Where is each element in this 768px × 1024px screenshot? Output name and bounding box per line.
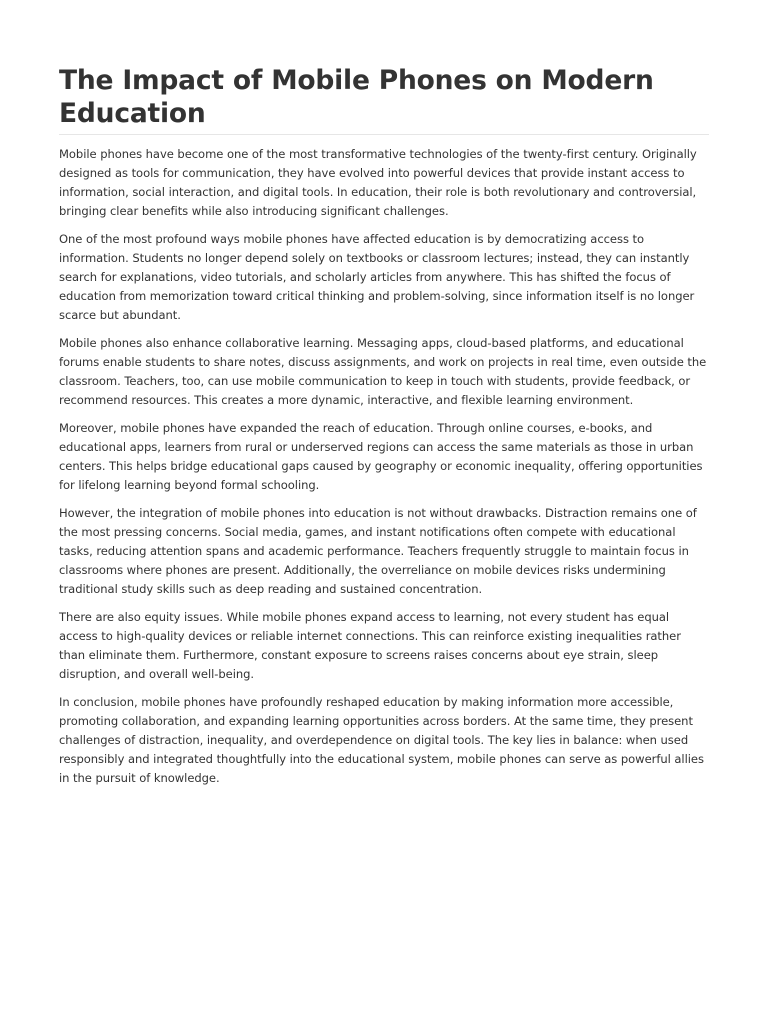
paragraph-access: One of the most profound ways mobile phones have affected education is by democratizing access to information. Students no longer depend solely on textbooks or classroom lectures; instead, they can instantly search for explanations, video tutorials, and scholarly articles from anywhere. This has shifted the focus of education from memorization toward critical thinking and problem-solving, since information itself is no longer scarce but abundant. [59, 232, 695, 322]
paragraph-collaboration: Mobile phones also enhance collaborative learning. Messaging apps, cloud-based platforms, and educational forums enable students to share notes, discuss assignments, and work on projects in real time, even outside the classroom. Teachers, too, can use mobile communication to keep in touch with students, provide feedback, or recommend resources. This creates a more dynamic, interactive, and flexible learning environment. [59, 336, 707, 407]
page-title: The Impact of Mobile Phones on Modern Education [59, 64, 709, 135]
paragraph-equity: There are also equity issues. While mobile phones expand access to learning, not every student has equal access to high-quality devices or reliable internet connections. This can reinforce existing inequalities rather than eliminate them. Furthermore, constant exposure to screens raises concerns about eye strain, sleep disruption, and overall well-being. [59, 610, 681, 681]
paragraph-drawbacks: However, the integration of mobile phones into education is not without drawbacks. Distraction remains one of the most pressing concerns. Social media, games, and instant notifications often compete with educational tasks, reducing attention spans and academic performance. Teachers frequently struggle to maintain focus in classrooms where phones are present. Additionally, the overreliance on mobile devices risks undermining traditional study skills such as deep reading and sustained concentration. [59, 506, 697, 596]
paragraph-reach: Moreover, mobile phones have expanded the reach of education. Through online courses, e-books, and educational apps, learners from rural or underserved regions can access the same materials as those in urban centers. This helps bridge educational gaps caused by geography or economic inequality, offering opportunities for lifelong learning beyond formal schooling. [59, 421, 703, 492]
document-body [59, 145, 709, 788]
paragraph-conclusion: In conclusion, mobile phones have profoundly reshaped education by making information more accessible, promoting collaboration, and expanding learning opportunities across borders. At the same time, they present challenges of distraction, inequality, and overdependence on digital tools. The key lies in balance: when used responsibly and integrated thoughtfully into the educational system, mobile phones can serve as powerful allies in the pursuit of knowledge. [59, 695, 704, 785]
paragraph-intro: Mobile phones have become one of the most transformative technologies of the twenty-first century. Originally designed as tools for communication, they have evolved into powerful devices that provide instant access to information, social interaction, and digital tools. In education, their role is both revolutionary and controversial, bringing clear benefits while also introducing significant challenges. [59, 147, 697, 218]
